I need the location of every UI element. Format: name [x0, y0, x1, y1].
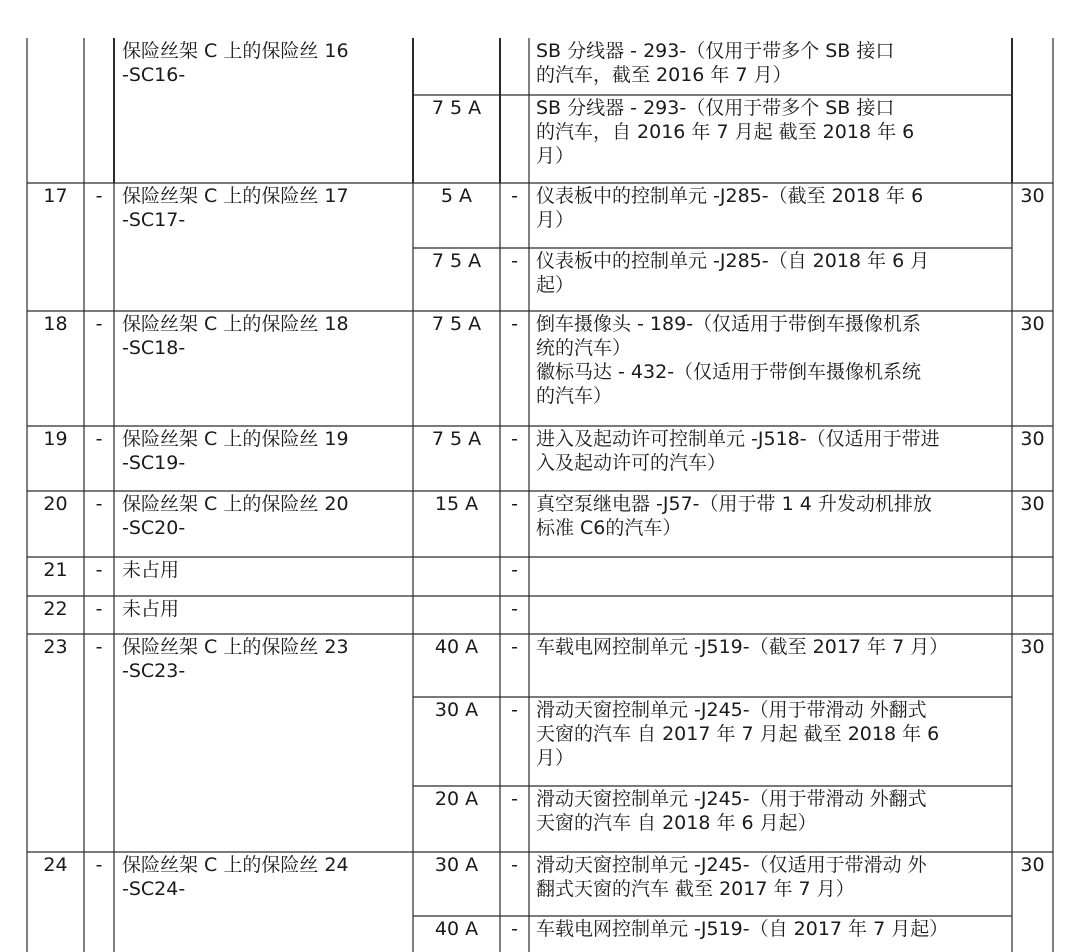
terminal-number: 30 [1020, 636, 1045, 658]
dash-mark: - [511, 493, 518, 515]
dash-mark: - [95, 598, 103, 620]
component-description: SB 分线器 - 293-（仅用于带多个 SB 接口 的汽车，截至 2016 年 7 月） [536, 40, 895, 86]
dash-mark: - [511, 185, 518, 207]
dash-mark: - [95, 854, 103, 876]
fuse-number: 22 [43, 598, 68, 620]
dash-mark: - [511, 918, 518, 940]
dash-mark: - [511, 854, 518, 876]
fuse-rating: 40 A [434, 636, 479, 658]
component-description: 进入及起动许可控制单元 -J518-（仅适用于带进 入及起动许可的汽车） [536, 428, 940, 474]
fuse-number: 23 [43, 636, 68, 658]
fuse-name: 保险丝架 C 上的保险丝 24 -SC24- [122, 854, 349, 900]
component-description: 滑动天窗控制单元 -J245-（用于带滑动 外翻式 天窗的汽车 自 2018 年 6 月起） [536, 788, 927, 834]
component-description: 滑动天窗控制单元 -J245-（用于带滑动 外翻式 天窗的汽车 自 2017 年 7 月起 截至 2018 年 6 月） [536, 699, 940, 769]
dash-mark: - [511, 636, 518, 658]
component-description: 倒车摄像头 - 189-（仅适用于带倒车摄像机系 统的汽车） 徽标马达 - 432-（仅适用于带倒车摄像机系统 的汽车） [536, 313, 922, 407]
fuse-rating: 15 A [434, 493, 479, 515]
fuse-rating: 40 A [434, 918, 479, 940]
dash-mark: - [511, 559, 518, 581]
fuse-rating: 5 A [440, 185, 473, 207]
dash-mark: - [95, 559, 103, 581]
fuse-rating: 7 5 A [431, 313, 482, 335]
fuse-rating: 7 5 A [431, 97, 482, 119]
component-description: 仪表板中的控制单元 -J285-（自 2018 年 6 月 起） [536, 250, 930, 296]
dash-mark: - [511, 428, 518, 450]
terminal-number: 30 [1020, 428, 1045, 450]
fuse-name: 保险丝架 C 上的保险丝 19 -SC19- [122, 428, 349, 474]
dash-mark: - [511, 699, 518, 721]
component-description: 车载电网控制单元 -J519-（截至 2017 年 7 月） [536, 636, 949, 658]
terminal-number: 30 [1020, 493, 1045, 515]
terminal-number: 30 [1020, 313, 1045, 335]
dash-mark: - [95, 636, 103, 658]
fuse-number: 18 [43, 313, 68, 335]
fuse-name: 保险丝架 C 上的保险丝 17 -SC17- [122, 185, 349, 231]
fuse-rating: 20 A [434, 788, 479, 810]
fuse-number: 17 [43, 185, 68, 207]
dash-mark: - [511, 250, 518, 272]
dash-mark: - [95, 428, 103, 450]
fuse-rating: 7 5 A [431, 428, 482, 450]
dash-mark: - [95, 313, 103, 335]
component-description: 仪表板中的控制单元 -J285-（截至 2018 年 6 月） [536, 185, 924, 231]
terminal-number: 30 [1020, 185, 1045, 207]
fuse-number: 20 [43, 493, 68, 515]
dash-mark: - [511, 313, 518, 335]
component-description: 车载电网控制单元 -J519-（自 2017 年 7 月起） [536, 918, 949, 940]
dash-mark: - [95, 493, 103, 515]
fuse-number: 24 [43, 854, 68, 876]
fuse-name: 未占用 [122, 598, 180, 620]
fuse-name: 保险丝架 C 上的保险丝 23 -SC23- [122, 636, 349, 682]
terminal-number: 30 [1020, 854, 1045, 876]
component-description: 真空泵继电器 -J57-（用于带 1 4 升发动机排放 标准 C6的汽车） [536, 493, 932, 539]
fuse-rating: 7 5 A [431, 250, 482, 272]
dash-mark: - [511, 788, 518, 810]
dash-mark: - [95, 185, 103, 207]
fuse-name: 保险丝架 C 上的保险丝 20 -SC20- [122, 493, 349, 539]
fuse-number: 19 [43, 428, 68, 450]
component-description: SB 分线器 - 293-（仅用于带多个 SB 接口 的汽车，自 2016 年 7 月起 截至 2018 年 6 月） [536, 97, 915, 167]
fuse-name: 保险丝架 C 上的保险丝 18 -SC18- [122, 313, 349, 359]
dash-mark: - [511, 598, 518, 620]
fuse-rating: 30 A [434, 699, 479, 721]
fuse-name: 未占用 [122, 559, 180, 581]
component-description: 滑动天窗控制单元 -J245-（仅适用于带滑动 外 翻式天窗的汽车 截至 2017 年 7 月） [536, 854, 927, 900]
fuse-number: 21 [43, 559, 68, 581]
fuse-name: 保险丝架 C 上的保险丝 16 -SC16- [122, 40, 349, 86]
fuse-rating: 30 A [434, 854, 479, 876]
